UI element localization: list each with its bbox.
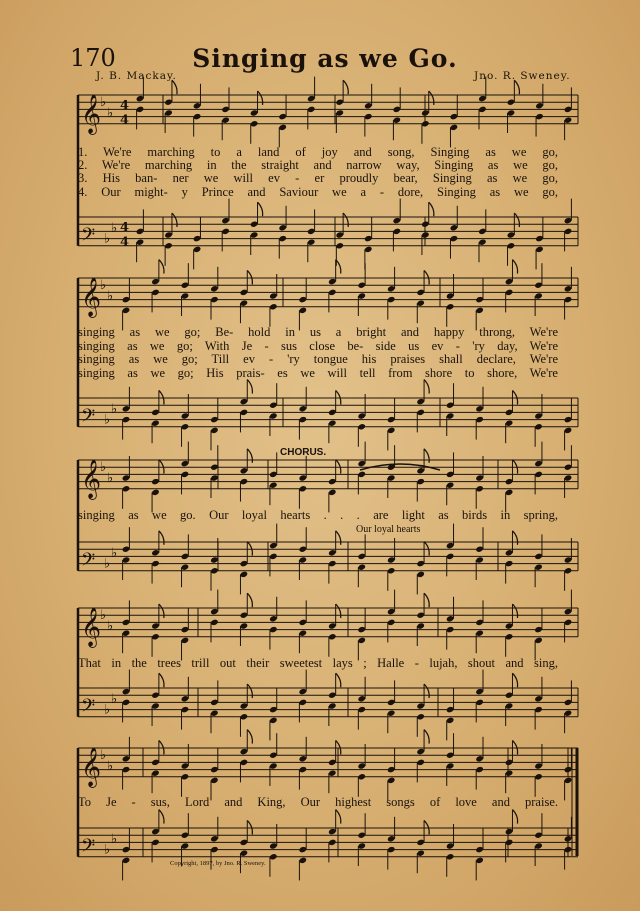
note-flag xyxy=(159,673,164,687)
time-signature-top: 4 xyxy=(120,98,130,114)
key-flat-sign: ♭ xyxy=(100,95,107,111)
note-flag xyxy=(172,213,177,227)
treble-clef: 𝄞 xyxy=(81,93,102,134)
note-flag xyxy=(159,460,164,474)
bass-clef: 𝄢 xyxy=(81,549,96,575)
verse-line-2b: singing as we go; With Je - sus close be- side us ev - 'ry day, We're xyxy=(78,339,558,353)
note-flag xyxy=(159,740,164,754)
note-flag xyxy=(512,460,517,474)
note-flag xyxy=(247,684,252,698)
bass-clef: 𝄢 xyxy=(81,405,96,431)
treble-clef: 𝄞 xyxy=(81,276,102,317)
key-flat-sign: ♭ xyxy=(111,545,118,561)
bass-clef: 𝄢 xyxy=(81,695,96,721)
note-flag xyxy=(247,593,252,607)
key-flat-sign: ♭ xyxy=(107,759,114,774)
note-flag xyxy=(512,604,517,618)
note-flag xyxy=(159,604,164,618)
note-flag xyxy=(429,202,434,216)
key-flat-sign: ♭ xyxy=(104,702,111,718)
note-flag xyxy=(247,730,252,744)
note-flag xyxy=(424,820,429,834)
note-flag xyxy=(172,80,177,94)
time-signature-bottom: 4 xyxy=(120,112,130,128)
note-flag xyxy=(514,80,519,94)
note-flag xyxy=(424,684,429,698)
note-flag xyxy=(512,810,517,824)
chorus-label: CHORUS. xyxy=(280,447,327,458)
verse-line-1a: 1. We're marching to a land of joy and song, Singing as we go, xyxy=(78,145,558,159)
chorus-line-1: singing as we go. Our loyal hearts . . . are light as birds in spring, xyxy=(78,508,558,522)
key-flat-sign: ♭ xyxy=(100,278,107,294)
note-flag xyxy=(343,213,348,227)
key-flat-sign: ♭ xyxy=(100,460,107,476)
note-flag xyxy=(336,673,341,687)
key-flat-sign: ♭ xyxy=(111,220,118,236)
note-flag xyxy=(247,380,252,394)
note-flag xyxy=(512,390,517,404)
verse-line-4b: singing as we go; His prais- es we will tell from shore to shore, We're xyxy=(78,366,558,380)
note-flag xyxy=(512,531,517,545)
note-flag xyxy=(424,542,429,556)
note-flag xyxy=(424,270,429,284)
note-flag xyxy=(336,604,341,618)
verse-line-3a: 3. His ban- ner we will ev - er proudly bear, Singing as we go, xyxy=(78,171,558,185)
note-flag xyxy=(336,531,341,545)
note-flag xyxy=(247,449,252,463)
time-signature-top: 4 xyxy=(120,220,130,236)
note-flag xyxy=(159,810,164,824)
verse-line-4a: 4. Our might- y Prince and Saviour we a - dore, Singing as we go, xyxy=(78,185,558,199)
treble-clef: 𝄞 xyxy=(81,746,102,787)
note-flag xyxy=(159,531,164,545)
hymn-title: Singing as we Go. xyxy=(192,44,458,73)
note-flag xyxy=(336,460,341,474)
verse-line-2a: 2. We're marching in the straight and narrow way, Singing as we go, xyxy=(78,158,558,172)
note-flag xyxy=(512,673,517,687)
note-flag xyxy=(258,91,263,105)
note-flag xyxy=(343,80,348,94)
key-flat-sign: ♭ xyxy=(100,748,107,764)
chorus-line-3: To Je - sus, Lord and King, Our highest songs of love and praise. xyxy=(78,795,558,809)
note-flag xyxy=(512,260,517,274)
treble-clef: 𝄞 xyxy=(81,458,102,499)
verse-line-1b: singing as we go; Be- hold in us a bright and happy throng, We're xyxy=(78,325,558,339)
key-flat-sign: ♭ xyxy=(100,608,107,624)
time-signature-bottom: 4 xyxy=(120,234,130,250)
note-flag xyxy=(258,202,263,216)
composer-credit: Jno. R. Sweney. xyxy=(474,70,571,82)
note-flag xyxy=(514,213,519,227)
key-flat-sign: ♭ xyxy=(107,619,114,634)
note-flag xyxy=(424,593,429,607)
key-flat-sign: ♭ xyxy=(107,471,114,486)
chorus-line-2: That in the trees trill out their sweetest lays ; Halle - lujah, shout and sing, xyxy=(78,656,558,670)
key-flat-sign: ♭ xyxy=(111,831,118,847)
note-flag xyxy=(159,260,164,274)
bass-clef: 𝄢 xyxy=(81,835,96,861)
key-flat-sign: ♭ xyxy=(104,842,111,858)
key-flat-sign: ♭ xyxy=(107,106,114,121)
note-flag xyxy=(424,380,429,394)
key-flat-sign: ♭ xyxy=(107,289,114,304)
verse-line-3b: singing as we go; Till ev - 'ry tongue his praises shall declare, We're xyxy=(78,352,558,366)
note-flag xyxy=(247,820,252,834)
note-flag xyxy=(429,91,434,105)
page-number: 170 xyxy=(70,44,116,72)
note-flag xyxy=(336,390,341,404)
key-flat-sign: ♭ xyxy=(104,412,111,428)
treble-clef: 𝄞 xyxy=(81,606,102,647)
note-flag xyxy=(159,390,164,404)
note-flag xyxy=(247,542,252,556)
note-flag xyxy=(512,740,517,754)
note-flag xyxy=(424,449,429,463)
note-flag xyxy=(424,730,429,744)
key-flat-sign: ♭ xyxy=(111,401,118,417)
note-flag xyxy=(247,270,252,284)
chorus-cue-text: Our loyal hearts xyxy=(356,524,421,535)
note-flag xyxy=(336,810,341,824)
bass-clef: 𝄢 xyxy=(81,224,96,250)
lyricist-credit: J. B. Mackay. xyxy=(96,70,177,82)
key-flat-sign: ♭ xyxy=(111,691,118,707)
key-flat-sign: ♭ xyxy=(104,231,111,247)
key-flat-sign: ♭ xyxy=(104,556,111,572)
copyright-notice: Copyright, 1897, by Jno. R. Sweney. xyxy=(170,860,266,867)
